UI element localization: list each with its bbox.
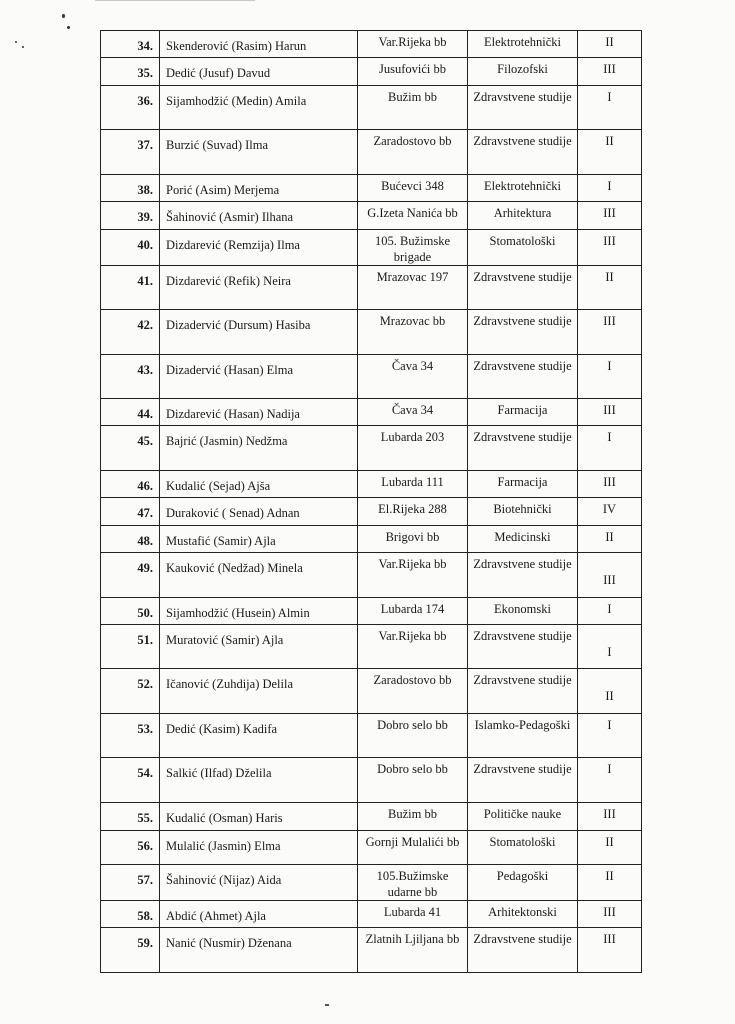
- row-number-cell: [101, 202, 160, 230]
- study-year-cell: [578, 130, 642, 175]
- student-name: Kudalić (Sejad) Ajša: [166, 479, 271, 493]
- student-address-cell: [358, 355, 468, 399]
- student-address: Zlatnih Ljiljana bb: [365, 932, 460, 946]
- study-year: III: [603, 932, 616, 946]
- study-year: II: [605, 530, 614, 544]
- student-name: Šahinović (Nijaz) Aida: [166, 873, 282, 887]
- student-name-cell: [160, 901, 358, 928]
- study-year-cell: [578, 598, 642, 625]
- student-faculty: Arhitektonski: [488, 905, 557, 919]
- study-year-cell: [578, 230, 642, 266]
- student-faculty: Zdravstvene studije: [473, 762, 572, 776]
- student-address: El.Rijeka 288: [378, 502, 447, 516]
- study-year: I: [607, 645, 612, 659]
- student-address-cell: [358, 803, 468, 831]
- row-number-cell: [101, 130, 160, 175]
- student-address: Dobro selo bb: [377, 718, 448, 732]
- scan-speck: [15, 41, 17, 43]
- student-faculty: Zdravstvene studije: [473, 359, 572, 373]
- student-faculty-cell: [468, 865, 578, 901]
- row-number: 47.: [137, 506, 153, 520]
- study-year: III: [603, 234, 616, 248]
- study-year-cell: [578, 865, 642, 901]
- student-address-cell: [358, 310, 468, 355]
- row-number: 44.: [137, 407, 153, 421]
- student-faculty: Pedagoški: [496, 869, 549, 883]
- study-year-cell: [578, 669, 642, 714]
- student-faculty-cell: [468, 714, 578, 758]
- student-faculty: Zdravstvene studije: [473, 629, 572, 643]
- row-number: 59.: [137, 936, 153, 950]
- student-faculty: Stomatološki: [489, 234, 556, 248]
- student-address-cell: [358, 86, 468, 130]
- student-list-table: [100, 30, 642, 973]
- study-year-cell: [578, 266, 642, 310]
- student-faculty-cell: [468, 526, 578, 553]
- student-address: Mrazovac bb: [379, 314, 446, 328]
- student-faculty-cell: [468, 266, 578, 310]
- row-number: 48.: [137, 534, 153, 548]
- student-faculty: Islamko-Pedagoški: [474, 718, 571, 732]
- student-name-cell: [160, 471, 358, 498]
- student-address-cell: [358, 714, 468, 758]
- row-number-cell: [101, 598, 160, 625]
- student-address: Mrazovac 197: [376, 270, 449, 284]
- student-address-cell: [358, 230, 468, 266]
- student-name: Nanić (Nusmir) Dženana: [166, 936, 292, 950]
- row-number-cell: [101, 669, 160, 714]
- student-name: Kudalić (Osman) Haris: [166, 811, 283, 825]
- student-address-cell: [358, 758, 468, 803]
- table-row: [101, 831, 642, 865]
- student-name: Sijamhodžić (Husein) Almin: [166, 606, 310, 620]
- student-faculty-cell: [468, 426, 578, 471]
- study-year-cell: [578, 714, 642, 758]
- student-address: Bužim bb: [388, 807, 437, 821]
- row-number-cell: [101, 526, 160, 553]
- table-row: [101, 426, 642, 471]
- study-year: III: [603, 573, 616, 587]
- study-year-cell: [578, 310, 642, 355]
- student-address-cell: [358, 266, 468, 310]
- student-name: Dedić (Kasim) Kadifa: [166, 722, 278, 736]
- row-number: 45.: [137, 434, 153, 448]
- student-name: Porić (Asim) Merjema: [166, 183, 280, 197]
- row-number-cell: [101, 471, 160, 498]
- table-row: [101, 230, 642, 266]
- student-faculty-cell: [468, 758, 578, 803]
- student-name: Abdić (Ahmet) Ajla: [166, 909, 266, 923]
- student-name-cell: [160, 399, 358, 426]
- student-name: Dizdarević (Remzija) Ilma: [166, 238, 300, 252]
- row-number: 58.: [137, 909, 153, 923]
- student-faculty-cell: [468, 901, 578, 928]
- row-number-cell: [101, 58, 160, 86]
- scan-speck: [22, 46, 24, 48]
- student-name-cell: [160, 526, 358, 553]
- student-faculty-cell: [468, 58, 578, 86]
- student-name: Mustafić (Samir) Ajla: [166, 534, 276, 548]
- student-name-cell: [160, 865, 358, 901]
- study-year: I: [607, 430, 612, 444]
- student-faculty-cell: [468, 669, 578, 714]
- student-name-cell: [160, 86, 358, 130]
- table-row: [101, 471, 642, 498]
- student-name: Ičanović (Zuhdija) Delila: [166, 677, 294, 691]
- study-year-cell: [578, 928, 642, 973]
- row-number: 37.: [137, 138, 153, 152]
- row-number: 51.: [137, 633, 153, 647]
- table-row: [101, 58, 642, 86]
- student-faculty: Zdravstvene studije: [473, 90, 572, 104]
- student-address-cell: [358, 901, 468, 928]
- study-year: I: [607, 179, 612, 193]
- student-faculty-cell: [468, 598, 578, 625]
- student-address-cell: [358, 526, 468, 553]
- table-row: [101, 399, 642, 426]
- table-row: [101, 498, 642, 526]
- scan-speck: [67, 26, 70, 29]
- student-name-cell: [160, 130, 358, 175]
- student-faculty-cell: [468, 625, 578, 669]
- student-address-cell: [358, 553, 468, 598]
- table-row: [101, 202, 642, 230]
- student-faculty: Stomatološki: [489, 835, 556, 849]
- row-number-cell: [101, 355, 160, 399]
- study-year: III: [603, 314, 616, 328]
- student-address-cell: [358, 202, 468, 230]
- student-name-cell: [160, 714, 358, 758]
- student-faculty-cell: [468, 553, 578, 598]
- student-faculty: Zdravstvene studije: [473, 314, 572, 328]
- student-name: Kauković (Nedžad) Minela: [166, 561, 303, 575]
- row-number-cell: [101, 625, 160, 669]
- student-address: Brigovi bb: [385, 530, 440, 544]
- table-row: [101, 526, 642, 553]
- row-number: 49.: [137, 561, 153, 575]
- student-address: Dobro selo bb: [377, 762, 448, 776]
- study-year-cell: [578, 471, 642, 498]
- study-year: III: [603, 206, 616, 220]
- study-year: III: [603, 807, 616, 821]
- row-number: 40.: [137, 238, 153, 252]
- student-address: Lubarda 111: [381, 475, 444, 489]
- row-number-cell: [101, 928, 160, 973]
- student-address: Čava 34: [391, 359, 434, 373]
- student-address: Bućevci 348: [381, 179, 444, 193]
- student-name-cell: [160, 553, 358, 598]
- student-faculty-cell: [468, 86, 578, 130]
- study-year-cell: [578, 399, 642, 426]
- student-name-cell: [160, 669, 358, 714]
- row-number: 36.: [137, 94, 153, 108]
- row-number-cell: [101, 758, 160, 803]
- student-name: Salkić (Ilfad) Dželila: [166, 766, 272, 780]
- row-number-cell: [101, 266, 160, 310]
- study-year: III: [603, 475, 616, 489]
- student-name: Muratović (Samir) Ajla: [166, 633, 284, 647]
- row-number: 50.: [137, 606, 153, 620]
- student-address: Bužim bb: [388, 90, 437, 104]
- student-faculty-cell: [468, 130, 578, 175]
- student-name-cell: [160, 426, 358, 471]
- table-row: [101, 669, 642, 714]
- row-number: 57.: [137, 873, 153, 887]
- row-number-cell: [101, 498, 160, 526]
- study-year: I: [607, 602, 612, 616]
- student-name: Dizdarević (Hasan) Nadija: [166, 407, 300, 421]
- table-row: [101, 865, 642, 901]
- student-address-cell: [358, 31, 468, 58]
- student-name-cell: [160, 758, 358, 803]
- student-faculty: Elektrotehnički: [483, 35, 562, 49]
- row-number-cell: [101, 310, 160, 355]
- student-name-cell: [160, 831, 358, 865]
- student-name-cell: [160, 58, 358, 86]
- student-name-cell: [160, 598, 358, 625]
- student-faculty: Elektrotehnički: [483, 179, 562, 193]
- student-address: Lubarda 41: [383, 905, 442, 919]
- student-address-cell: [358, 471, 468, 498]
- student-faculty-cell: [468, 471, 578, 498]
- student-faculty: Farmacija: [497, 403, 548, 417]
- row-number: 56.: [137, 839, 153, 853]
- student-address-cell: [358, 498, 468, 526]
- student-name-cell: [160, 266, 358, 310]
- table-row: [101, 803, 642, 831]
- student-faculty: Medicinski: [494, 530, 551, 544]
- student-name-cell: [160, 355, 358, 399]
- student-faculty: Zdravstvene studije: [473, 932, 572, 946]
- table-row: [101, 310, 642, 355]
- student-name: Skenderović (Rasim) Harun: [166, 39, 307, 53]
- row-number-cell: [101, 399, 160, 426]
- student-faculty-cell: [468, 175, 578, 202]
- student-faculty: Zdravstvene studije: [473, 430, 572, 444]
- student-address-cell: [358, 130, 468, 175]
- study-year: III: [603, 62, 616, 76]
- study-year: III: [603, 403, 616, 417]
- student-faculty: Zdravstvene studije: [473, 270, 572, 284]
- table-row: [101, 901, 642, 928]
- student-name: Šahinović (Asmir) Ilhana: [166, 210, 294, 224]
- student-faculty-cell: [468, 498, 578, 526]
- student-faculty-cell: [468, 803, 578, 831]
- student-faculty-cell: [468, 355, 578, 399]
- student-name: Dedić (Jusuf) Davud: [166, 66, 271, 80]
- row-number: 35.: [137, 66, 153, 80]
- study-year-cell: [578, 831, 642, 865]
- table-row: [101, 175, 642, 202]
- row-number-cell: [101, 831, 160, 865]
- student-faculty: Zdravstvene studije: [473, 134, 572, 148]
- study-year-cell: [578, 553, 642, 598]
- row-number: 34.: [137, 39, 153, 53]
- table-row: [101, 928, 642, 973]
- study-year: I: [607, 359, 612, 373]
- row-number-cell: [101, 31, 160, 58]
- row-number-cell: [101, 230, 160, 266]
- student-name-cell: [160, 31, 358, 58]
- student-faculty: Farmacija: [497, 475, 548, 489]
- row-number: 43.: [137, 363, 153, 377]
- table-row: [101, 625, 642, 669]
- student-name-cell: [160, 230, 358, 266]
- study-year-cell: [578, 31, 642, 58]
- student-address-cell: [358, 399, 468, 426]
- student-name: Dizadervić (Hasan) Elma: [166, 363, 294, 377]
- study-year: I: [607, 762, 612, 776]
- student-name: Dizadervić (Dursum) Hasiba: [166, 318, 311, 332]
- study-year: II: [605, 835, 614, 849]
- table-row: [101, 355, 642, 399]
- student-faculty-cell: [468, 399, 578, 426]
- table-row: [101, 758, 642, 803]
- student-faculty-cell: [468, 202, 578, 230]
- scan-speck: [62, 14, 65, 18]
- table-row: [101, 714, 642, 758]
- student-address-cell: [358, 928, 468, 973]
- student-address: Var.Rijeka bb: [378, 35, 447, 49]
- student-address-cell: [358, 598, 468, 625]
- student-address: Zaradostovo bb: [373, 134, 452, 148]
- scan-edge-line: [95, 0, 255, 1]
- student-address: Var.Rijeka bb: [378, 629, 447, 643]
- student-address-cell: [358, 865, 468, 901]
- student-faculty: Zdravstvene studije: [473, 673, 572, 687]
- row-number: 41.: [137, 274, 153, 288]
- student-name: Dizdarević (Refik) Neira: [166, 274, 291, 288]
- student-name: Sijamhodžić (Medin) Amila: [166, 94, 307, 108]
- row-number: 42.: [137, 318, 153, 332]
- student-address: Gornji Mulalići bb: [365, 835, 460, 849]
- study-year-cell: [578, 86, 642, 130]
- student-name-cell: [160, 202, 358, 230]
- student-address: 105. Bužimske brigade: [375, 234, 450, 264]
- table-row: [101, 86, 642, 130]
- student-address: 105.Bužimske udarne bb: [376, 869, 449, 899]
- row-number: 46.: [137, 479, 153, 493]
- study-year-cell: [578, 803, 642, 831]
- study-year: II: [605, 134, 614, 148]
- row-number: 52.: [137, 677, 153, 691]
- row-number-cell: [101, 553, 160, 598]
- student-address-cell: [358, 669, 468, 714]
- student-faculty-cell: [468, 230, 578, 266]
- study-year: II: [605, 689, 614, 703]
- student-name: Mulalić (Jasmin) Elma: [166, 839, 281, 853]
- student-address: Var.Rijeka bb: [378, 557, 447, 571]
- student-faculty: Biotehnički: [493, 502, 552, 516]
- student-name-cell: [160, 625, 358, 669]
- study-year-cell: [578, 426, 642, 471]
- row-number: 53.: [137, 722, 153, 736]
- student-name-cell: [160, 928, 358, 973]
- row-number: 55.: [137, 811, 153, 825]
- study-year: I: [607, 90, 612, 104]
- student-address-cell: [358, 426, 468, 471]
- study-year-cell: [578, 625, 642, 669]
- table-row: [101, 553, 642, 598]
- row-number: 54.: [137, 766, 153, 780]
- row-number-cell: [101, 714, 160, 758]
- student-address-cell: [358, 625, 468, 669]
- row-number-cell: [101, 865, 160, 901]
- student-name-cell: [160, 803, 358, 831]
- student-address-cell: [358, 175, 468, 202]
- study-year: II: [605, 270, 614, 284]
- study-year-cell: [578, 498, 642, 526]
- student-address: G.Izeta Nanića bb: [367, 206, 458, 220]
- study-year-cell: [578, 58, 642, 86]
- student-faculty-cell: [468, 831, 578, 865]
- student-faculty-cell: [468, 928, 578, 973]
- study-year: II: [605, 35, 614, 49]
- study-year: III: [603, 905, 616, 919]
- study-year-cell: [578, 526, 642, 553]
- student-faculty-cell: [468, 310, 578, 355]
- study-year-cell: [578, 758, 642, 803]
- row-number-cell: [101, 426, 160, 471]
- row-number-cell: [101, 175, 160, 202]
- student-name-cell: [160, 175, 358, 202]
- student-name: Burzić (Suvad) Ilma: [166, 138, 269, 152]
- student-list-body: [101, 31, 642, 973]
- student-name-cell: [160, 498, 358, 526]
- student-faculty: Zdravstvene studije: [473, 557, 572, 571]
- table-row: [101, 31, 642, 58]
- study-year: IV: [602, 502, 617, 516]
- row-number: 39.: [137, 210, 153, 224]
- table-row: [101, 598, 642, 625]
- table-row: [101, 130, 642, 175]
- student-address: Lubarda 174: [380, 602, 445, 616]
- student-faculty: Arhitektura: [493, 206, 552, 220]
- study-year: I: [607, 718, 612, 732]
- study-year: II: [605, 869, 614, 883]
- study-year-cell: [578, 901, 642, 928]
- row-number-cell: [101, 86, 160, 130]
- student-name: Bajrić (Jasmin) Nedžma: [166, 434, 288, 448]
- student-faculty-cell: [468, 31, 578, 58]
- student-address-cell: [358, 58, 468, 86]
- student-address-cell: [358, 831, 468, 865]
- student-address: Jusufovići bb: [378, 62, 446, 76]
- study-year-cell: [578, 175, 642, 202]
- student-faculty: Ekonomski: [494, 602, 551, 616]
- student-name: Duraković ( Senad) Adnan: [166, 506, 300, 520]
- row-number: 38.: [137, 183, 153, 197]
- row-number-cell: [101, 803, 160, 831]
- table-row: [101, 266, 642, 310]
- student-address: Zaradostovo bb: [373, 673, 452, 687]
- student-address: Čava 34: [391, 403, 434, 417]
- study-year-cell: [578, 355, 642, 399]
- student-address: Lubarda 203: [380, 430, 445, 444]
- student-faculty: Političke nauke: [483, 807, 562, 821]
- study-year-cell: [578, 202, 642, 230]
- row-number-cell: [101, 901, 160, 928]
- student-name-cell: [160, 310, 358, 355]
- scan-speck: [325, 1004, 329, 1006]
- student-faculty: Filozofski: [497, 62, 548, 76]
